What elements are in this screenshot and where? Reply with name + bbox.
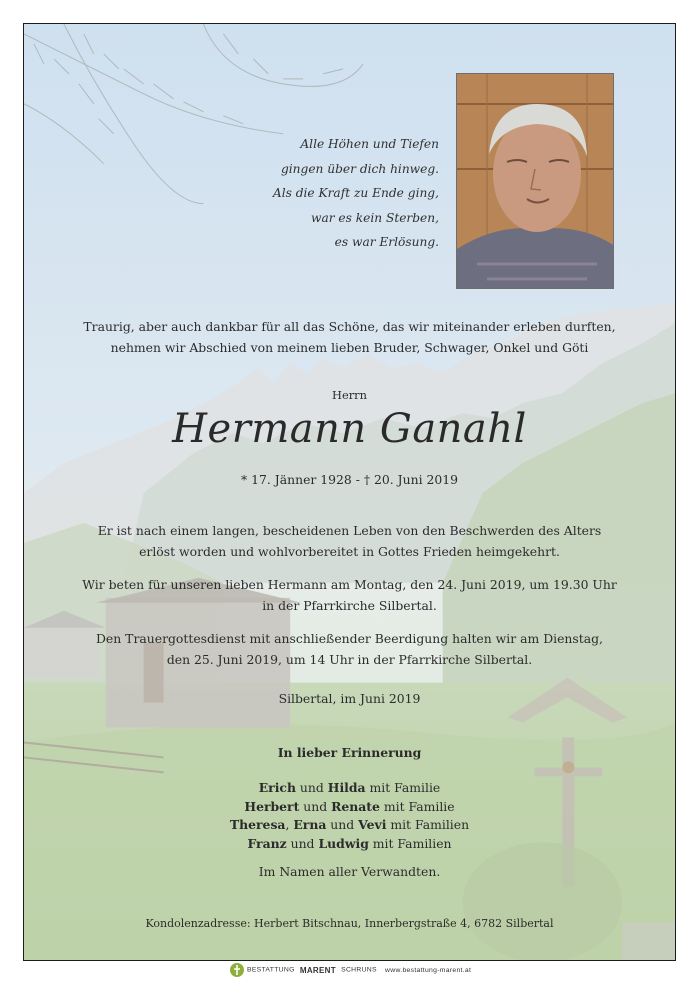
paragraph-passing bbox=[24, 520, 675, 562]
place-date: Silbertal, im Juni 2019 bbox=[278, 691, 421, 706]
footer-brand: MARENT bbox=[299, 965, 336, 975]
paragraph-prayer bbox=[24, 574, 675, 616]
paragraph-line: den 25. Juni 2019, um 14 Uhr in der Pfarrkirche Silbertal. bbox=[166, 652, 533, 667]
poem-line: es war Erlösung. bbox=[334, 235, 439, 250]
poem bbox=[273, 132, 439, 255]
paragraph-line: Er ist nach einem langen, bescheidenen Leben von den Beschwerden des Alters bbox=[97, 523, 602, 538]
family-list bbox=[24, 779, 675, 853]
family-line: Erich und Hilda mit Familie bbox=[258, 780, 441, 795]
salutation: Herrn bbox=[332, 388, 367, 402]
poem-line: Alle Höhen und Tiefen bbox=[300, 137, 439, 151]
footer bbox=[0, 962, 700, 978]
footer-label: BESTATTUNG bbox=[246, 966, 295, 974]
family-line: Franz und Ludwig mit Familien bbox=[247, 835, 452, 851]
poem-line: Als die Kraft zu Ende ging, bbox=[272, 186, 439, 201]
life-dates: * 17. Jänner 1928 - † 20. Juni 2019 bbox=[240, 472, 459, 487]
closing-line: Im Namen aller Verwandten. bbox=[258, 864, 441, 879]
paragraph-line: Den Trauergottesdienst mit anschließender Beerdigung halten wir am Dienstag, bbox=[96, 631, 603, 646]
paragraph-funeral bbox=[24, 628, 675, 670]
footer-town: SCHRUNS bbox=[341, 966, 377, 974]
family-line: Herbert und Renate mit Familie bbox=[244, 798, 455, 814]
paragraph-line: erlöst worden und wohlvorbereitet in Gottes Frieden heimgekehrt. bbox=[139, 544, 560, 559]
obituary-frame bbox=[23, 23, 676, 961]
intro-line: Traurig, aber auch dankbar für all das Schöne, das wir miteinander erleben durften, bbox=[83, 319, 616, 334]
memory-heading: In lieber Erinnerung bbox=[277, 745, 422, 760]
intro-text bbox=[24, 316, 675, 358]
paragraph-line: in der Pfarrkirche Silbertal. bbox=[262, 598, 437, 613]
poem-line: war es kein Sterben, bbox=[311, 210, 439, 225]
portrait-photo bbox=[456, 73, 614, 289]
family-line: Theresa, Erna und Vevi mit Familien bbox=[229, 817, 470, 832]
funeral-home-logo-icon bbox=[229, 962, 245, 978]
deceased-name: Hermann Ganahl bbox=[172, 406, 527, 452]
condolence-address: Kondolenzadresse: Herbert Bitschnau, Innerbergstraße 4, 6782 Silbertal bbox=[145, 917, 554, 930]
poem-line: gingen über dich hinweg. bbox=[280, 161, 439, 176]
intro-line: nehmen wir Abschied von meinem lieben Bruder, Schwager, Onkel und Göti bbox=[110, 340, 589, 355]
footer-url[interactable]: www.bestattung-marent.at bbox=[385, 966, 472, 974]
paragraph-line: Wir beten für unseren lieben Hermann am Montag, den 24. Juni 2019, um 19.30 Uhr bbox=[82, 577, 617, 592]
